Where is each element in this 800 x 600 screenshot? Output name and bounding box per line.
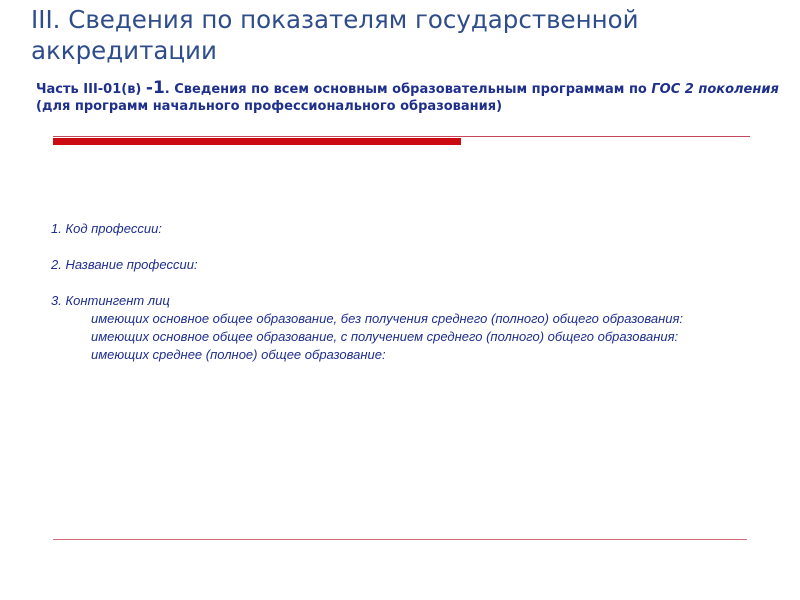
top-divider-line (53, 136, 750, 137)
contingent-label: 3. Контингент лиц (51, 293, 170, 308)
gos-label: ГОС 2 поколения (651, 82, 779, 97)
contingent-item-basic-without-secondary: имеющих основное общее образование, без получения среднего (полного) общего образования: (91, 311, 684, 326)
part-number: -1 (145, 78, 165, 98)
profession-code-label: 1. Код профессии: (51, 221, 162, 236)
slide-subtitle (36, 80, 781, 115)
content-block (51, 220, 731, 364)
subtitle-text-before: . Сведения по всем основным образовательным программам по (164, 82, 652, 97)
contingent-item-secondary-complete: имеющих среднее (полное) общее образование: (91, 347, 386, 362)
part-label: Часть III-01(в) (36, 82, 146, 97)
bottom-divider-line (53, 539, 747, 540)
spacer (51, 274, 731, 292)
spacer (51, 238, 731, 256)
profession-name-label: 2. Название профессии: (51, 257, 198, 272)
subtitle-text-after: (для программ начального профессионального образования) (36, 99, 503, 114)
accent-bar (53, 138, 461, 145)
slide-title: III. Сведения по показателям государственной аккредитации (31, 5, 639, 65)
contingent-item-basic-with-secondary: имеющих основное общее образование, с получением среднего (полного) общего образования: (91, 329, 679, 344)
